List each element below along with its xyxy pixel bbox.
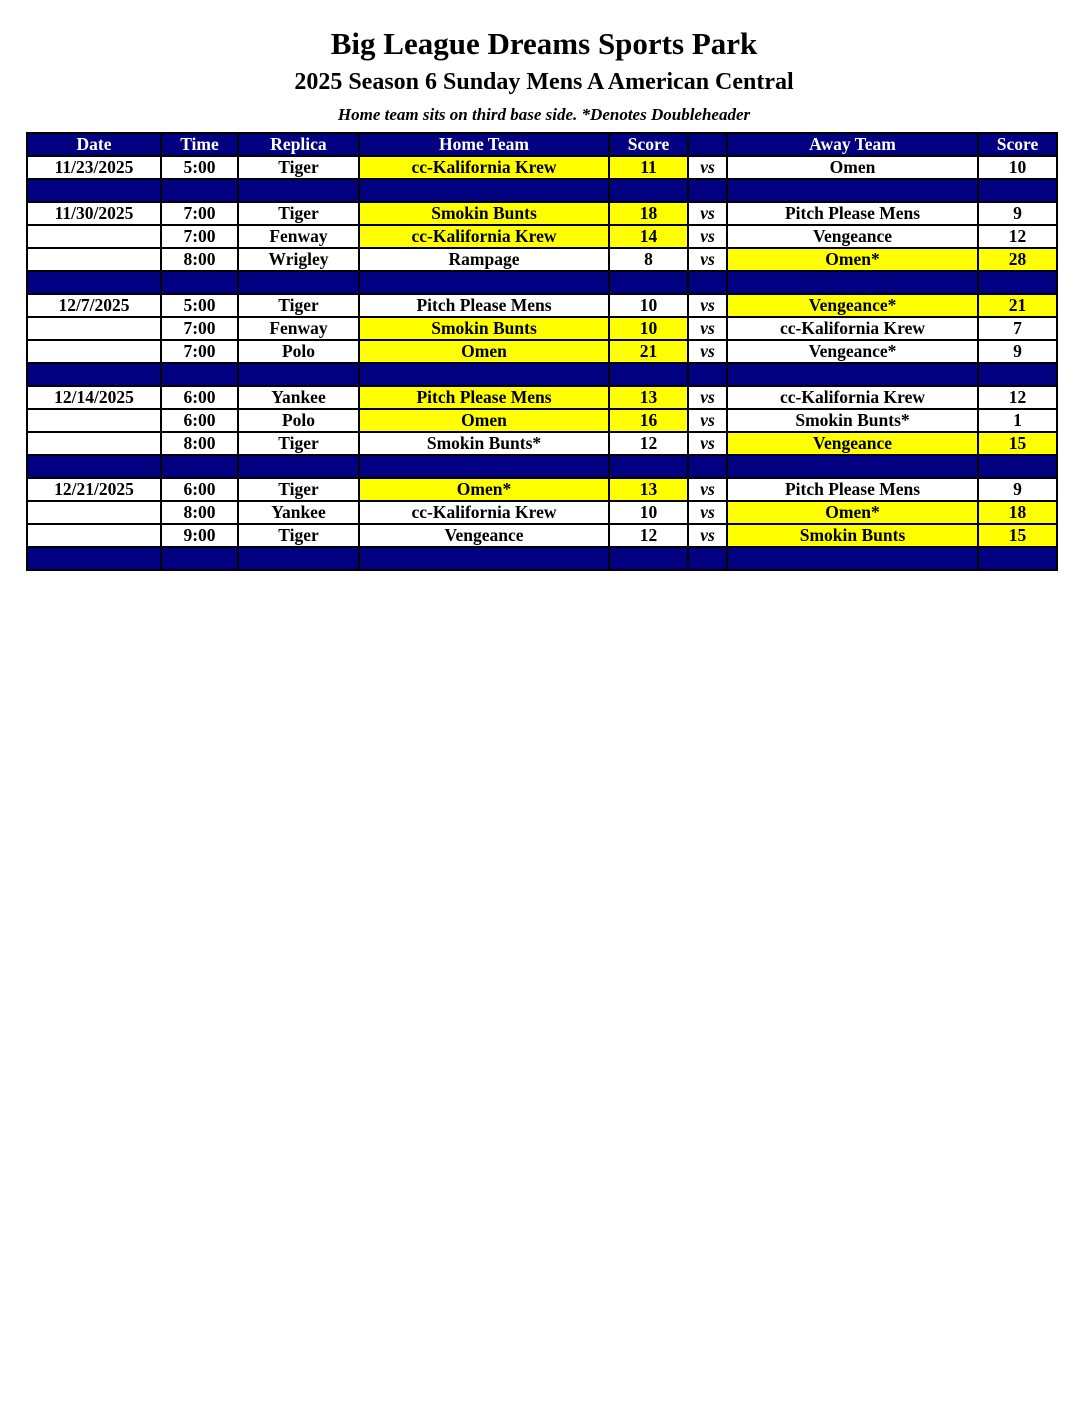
away-team: Pitch Please Mens bbox=[727, 478, 978, 501]
game-date: 11/30/2025 bbox=[27, 202, 161, 225]
home-team: cc-Kalifornia Krew bbox=[359, 501, 609, 524]
week-separator-row bbox=[27, 455, 1057, 478]
home-score: 10 bbox=[609, 294, 688, 317]
home-team: Pitch Please Mens bbox=[359, 386, 609, 409]
separator-cell bbox=[688, 179, 727, 202]
separator-cell bbox=[238, 271, 359, 294]
home-team: Smokin Bunts bbox=[359, 202, 609, 225]
field-replica: Tiger bbox=[238, 524, 359, 547]
home-score: 12 bbox=[609, 524, 688, 547]
separator-cell bbox=[238, 547, 359, 570]
separator-cell bbox=[688, 455, 727, 478]
vs-label: vs bbox=[688, 409, 727, 432]
field-replica: Tiger bbox=[238, 202, 359, 225]
away-score: 28 bbox=[978, 248, 1057, 271]
separator-cell bbox=[688, 271, 727, 294]
home-score: 13 bbox=[609, 386, 688, 409]
header-row bbox=[27, 133, 1057, 156]
game-row bbox=[27, 248, 1057, 271]
away-team: Vengeance bbox=[727, 432, 978, 455]
schedule-body bbox=[27, 156, 1057, 570]
separator-cell bbox=[978, 547, 1057, 570]
field-replica: Fenway bbox=[238, 225, 359, 248]
field-replica: Tiger bbox=[238, 432, 359, 455]
separator-cell bbox=[238, 179, 359, 202]
game-row bbox=[27, 317, 1057, 340]
separator-cell bbox=[238, 455, 359, 478]
game-row bbox=[27, 340, 1057, 363]
away-team: Pitch Please Mens bbox=[727, 202, 978, 225]
week-separator-row bbox=[27, 363, 1057, 386]
vs-label: vs bbox=[688, 501, 727, 524]
game-date: 11/23/2025 bbox=[27, 156, 161, 179]
home-team: Rampage bbox=[359, 248, 609, 271]
separator-cell bbox=[161, 363, 238, 386]
field-replica: Tiger bbox=[238, 478, 359, 501]
separator-cell bbox=[27, 363, 161, 386]
away-team: Omen* bbox=[727, 248, 978, 271]
separator-cell bbox=[978, 455, 1057, 478]
separator-cell bbox=[27, 271, 161, 294]
away-score: 7 bbox=[978, 317, 1057, 340]
separator-cell bbox=[727, 455, 978, 478]
away-team: Smokin Bunts* bbox=[727, 409, 978, 432]
away-score: 1 bbox=[978, 409, 1057, 432]
col-header-away-team: Away Team bbox=[727, 133, 978, 156]
away-score: 9 bbox=[978, 202, 1057, 225]
home-team: Omen bbox=[359, 340, 609, 363]
vs-label: vs bbox=[688, 386, 727, 409]
col-header-home-score: Score bbox=[609, 133, 688, 156]
separator-cell bbox=[609, 455, 688, 478]
separator-cell bbox=[359, 271, 609, 294]
away-score: 12 bbox=[978, 225, 1057, 248]
home-team: Omen* bbox=[359, 478, 609, 501]
separator-cell bbox=[27, 455, 161, 478]
vs-label: vs bbox=[688, 294, 727, 317]
col-header-away-score: Score bbox=[978, 133, 1057, 156]
home-score: 8 bbox=[609, 248, 688, 271]
game-time: 7:00 bbox=[161, 317, 238, 340]
game-time: 7:00 bbox=[161, 225, 238, 248]
home-score: 16 bbox=[609, 409, 688, 432]
field-replica: Tiger bbox=[238, 294, 359, 317]
vs-label: vs bbox=[688, 524, 727, 547]
field-replica: Yankee bbox=[238, 501, 359, 524]
week-separator-row bbox=[27, 271, 1057, 294]
home-team: Omen bbox=[359, 409, 609, 432]
separator-cell bbox=[727, 179, 978, 202]
separator-cell bbox=[688, 363, 727, 386]
away-score: 18 bbox=[978, 501, 1057, 524]
home-score: 21 bbox=[609, 340, 688, 363]
field-replica: Fenway bbox=[238, 317, 359, 340]
home-team: Smokin Bunts* bbox=[359, 432, 609, 455]
game-date bbox=[27, 248, 161, 271]
game-time: 5:00 bbox=[161, 156, 238, 179]
game-time: 5:00 bbox=[161, 294, 238, 317]
separator-cell bbox=[359, 363, 609, 386]
game-date bbox=[27, 432, 161, 455]
home-team: Vengeance bbox=[359, 524, 609, 547]
separator-cell bbox=[27, 179, 161, 202]
game-row bbox=[27, 386, 1057, 409]
game-row bbox=[27, 225, 1057, 248]
col-header-replica: Replica bbox=[238, 133, 359, 156]
home-score: 11 bbox=[609, 156, 688, 179]
separator-cell bbox=[727, 271, 978, 294]
away-score: 15 bbox=[978, 432, 1057, 455]
game-time: 8:00 bbox=[161, 501, 238, 524]
game-row bbox=[27, 478, 1057, 501]
game-date bbox=[27, 340, 161, 363]
separator-cell bbox=[161, 547, 238, 570]
separator-cell bbox=[161, 271, 238, 294]
game-row bbox=[27, 202, 1057, 225]
game-date: 12/7/2025 bbox=[27, 294, 161, 317]
separator-cell bbox=[978, 179, 1057, 202]
away-team: Omen bbox=[727, 156, 978, 179]
game-date bbox=[27, 317, 161, 340]
vs-label: vs bbox=[688, 340, 727, 363]
schedule-table bbox=[26, 132, 1058, 571]
separator-cell bbox=[609, 179, 688, 202]
game-date bbox=[27, 524, 161, 547]
week-separator-row bbox=[27, 547, 1057, 570]
schedule-note: Home team sits on third base side. *Denotes Doubleheader bbox=[337, 105, 751, 124]
game-date bbox=[27, 225, 161, 248]
game-row bbox=[27, 156, 1057, 179]
home-score: 14 bbox=[609, 225, 688, 248]
field-replica: Tiger bbox=[238, 156, 359, 179]
home-team: cc-Kalifornia Krew bbox=[359, 225, 609, 248]
separator-cell bbox=[609, 271, 688, 294]
game-time: 9:00 bbox=[161, 524, 238, 547]
col-header-vs bbox=[688, 133, 727, 156]
field-replica: Polo bbox=[238, 409, 359, 432]
col-header-date: Date bbox=[27, 133, 161, 156]
home-score: 13 bbox=[609, 478, 688, 501]
away-score: 21 bbox=[978, 294, 1057, 317]
away-team: cc-Kalifornia Krew bbox=[727, 386, 978, 409]
home-score: 10 bbox=[609, 317, 688, 340]
separator-cell bbox=[978, 363, 1057, 386]
week-separator-row bbox=[27, 179, 1057, 202]
vs-label: vs bbox=[688, 156, 727, 179]
game-row bbox=[27, 501, 1057, 524]
away-team: Omen* bbox=[727, 501, 978, 524]
game-row bbox=[27, 294, 1057, 317]
game-time: 6:00 bbox=[161, 409, 238, 432]
separator-cell bbox=[359, 547, 609, 570]
home-score: 18 bbox=[609, 202, 688, 225]
home-team: Pitch Please Mens bbox=[359, 294, 609, 317]
away-score: 9 bbox=[978, 478, 1057, 501]
away-score: 10 bbox=[978, 156, 1057, 179]
separator-cell bbox=[609, 363, 688, 386]
away-team: Vengeance* bbox=[727, 340, 978, 363]
away-score: 15 bbox=[978, 524, 1057, 547]
separator-cell bbox=[978, 271, 1057, 294]
game-time: 8:00 bbox=[161, 248, 238, 271]
game-date bbox=[27, 409, 161, 432]
vs-label: vs bbox=[688, 317, 727, 340]
field-replica: Polo bbox=[238, 340, 359, 363]
page-subtitle: 2025 Season 6 Sunday Mens A American Central bbox=[294, 69, 794, 95]
away-team: Smokin Bunts bbox=[727, 524, 978, 547]
page-title: Big League Dreams Sports Park bbox=[330, 26, 758, 61]
separator-cell bbox=[161, 455, 238, 478]
separator-cell bbox=[359, 179, 609, 202]
separator-cell bbox=[727, 547, 978, 570]
vs-label: vs bbox=[688, 432, 727, 455]
vs-label: vs bbox=[688, 202, 727, 225]
home-score: 12 bbox=[609, 432, 688, 455]
home-team: cc-Kalifornia Krew bbox=[359, 156, 609, 179]
game-row bbox=[27, 432, 1057, 455]
field-replica: Yankee bbox=[238, 386, 359, 409]
game-time: 6:00 bbox=[161, 478, 238, 501]
separator-cell bbox=[688, 547, 727, 570]
game-time: 8:00 bbox=[161, 432, 238, 455]
home-team: Smokin Bunts bbox=[359, 317, 609, 340]
away-team: cc-Kalifornia Krew bbox=[727, 317, 978, 340]
game-date bbox=[27, 501, 161, 524]
field-replica: Wrigley bbox=[238, 248, 359, 271]
separator-cell bbox=[238, 363, 359, 386]
game-row bbox=[27, 409, 1057, 432]
separator-cell bbox=[359, 455, 609, 478]
away-team: Vengeance* bbox=[727, 294, 978, 317]
vs-label: vs bbox=[688, 248, 727, 271]
separator-cell bbox=[609, 547, 688, 570]
home-score: 10 bbox=[609, 501, 688, 524]
away-team: Vengeance bbox=[727, 225, 978, 248]
separator-cell bbox=[161, 179, 238, 202]
game-time: 7:00 bbox=[161, 340, 238, 363]
vs-label: vs bbox=[688, 225, 727, 248]
game-time: 7:00 bbox=[161, 202, 238, 225]
col-header-time: Time bbox=[161, 133, 238, 156]
game-time: 6:00 bbox=[161, 386, 238, 409]
game-row bbox=[27, 524, 1057, 547]
away-score: 9 bbox=[978, 340, 1057, 363]
game-date: 12/14/2025 bbox=[27, 386, 161, 409]
away-score: 12 bbox=[978, 386, 1057, 409]
game-date: 12/21/2025 bbox=[27, 478, 161, 501]
separator-cell bbox=[727, 363, 978, 386]
vs-label: vs bbox=[688, 478, 727, 501]
separator-cell bbox=[27, 547, 161, 570]
col-header-home-team: Home Team bbox=[359, 133, 609, 156]
